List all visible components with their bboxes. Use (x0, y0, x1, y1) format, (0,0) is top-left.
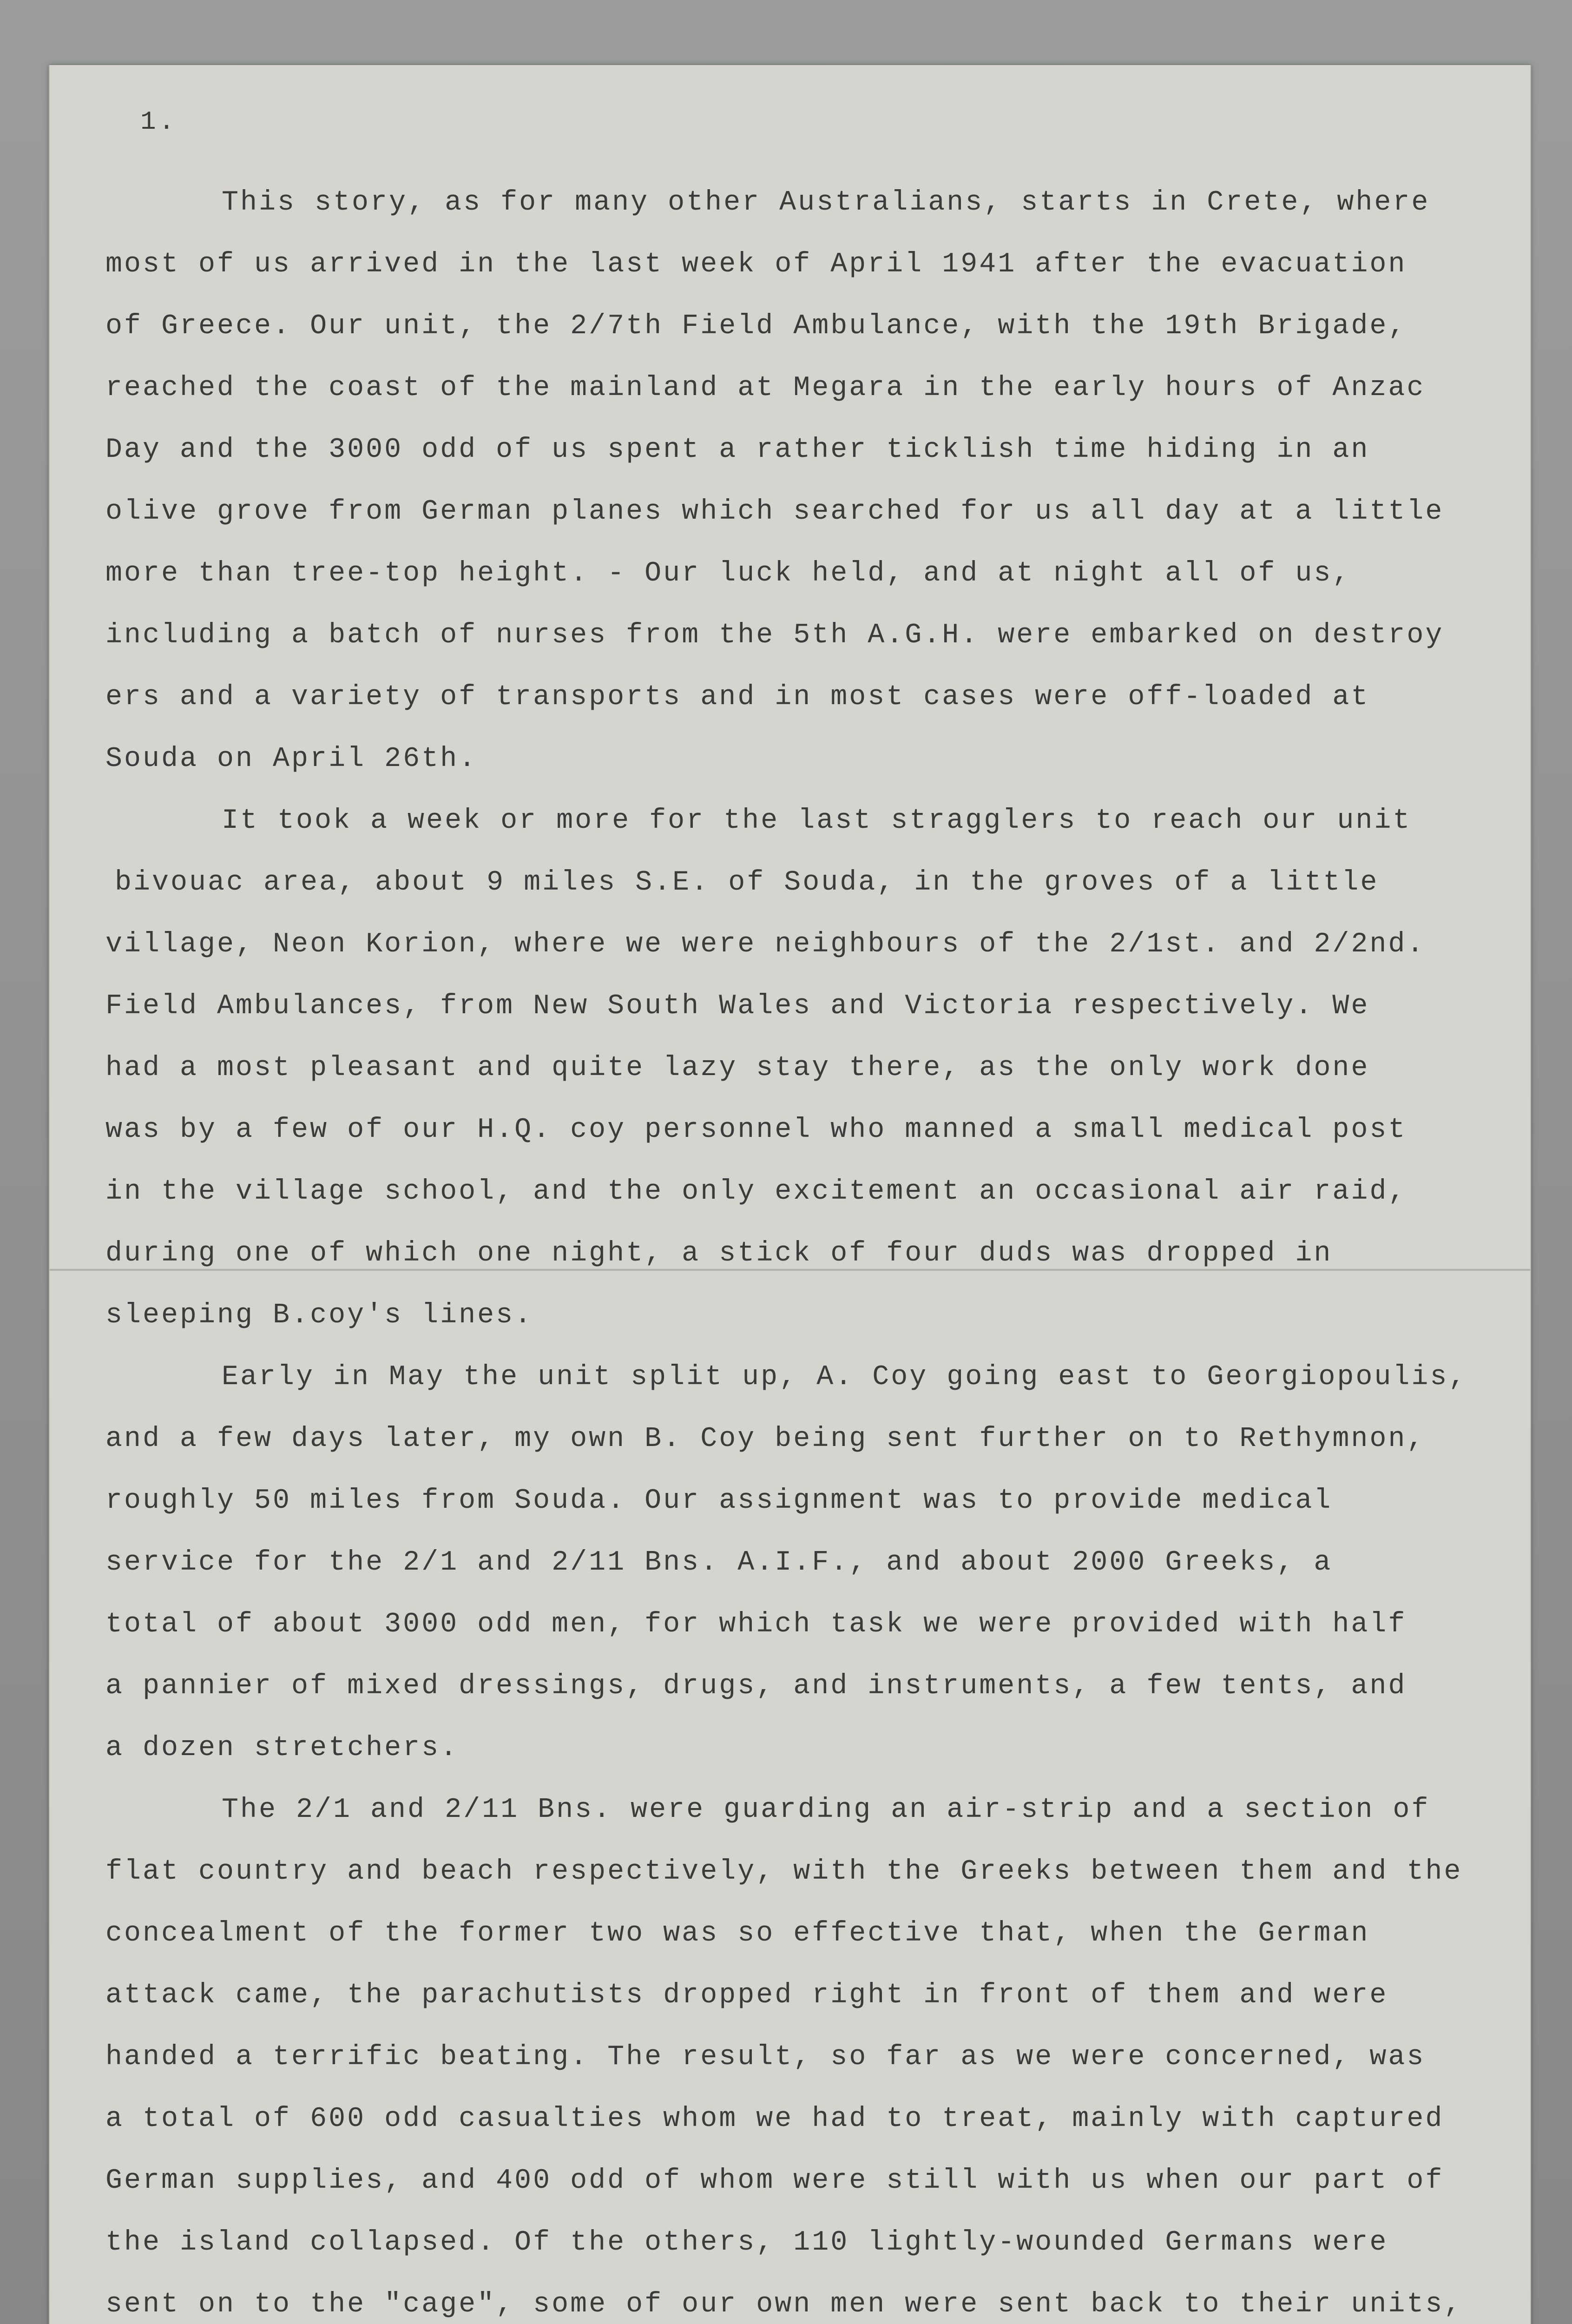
text-line: a pannier of mixed dressings, drugs, and instruments, a few tents, and (105, 1670, 1407, 1702)
text-line: Field Ambulances, from New South Wales and Victoria respectively. We (105, 990, 1370, 1022)
text-line: most of us arrived in the last week of April 1941 after the evacuation (105, 249, 1407, 280)
text-line: reached the coast of the mainland at Megara in the early hours of Anzac (105, 372, 1426, 404)
text-line: The 2/1 and 2/11 Bns. were guarding an air-strip and a section of (222, 1794, 1430, 1826)
typed-page (49, 65, 1531, 2324)
text-line: Souda on April 26th. (105, 743, 478, 775)
text-line: It took a week or more for the last stragglers to reach our unit (222, 805, 1412, 837)
text-line: olive grove from German planes which searched for us all day at a little (105, 496, 1444, 528)
text-line: flat country and beach respectively, with the Greeks between them and the (105, 1856, 1463, 1888)
text-line: total of about 3000 odd men, for which task we were provided with half (105, 1609, 1407, 1640)
text-line: service for the 2/1 and 2/11 Bns. A.I.F., and about 2000 Greeks, a (105, 1547, 1333, 1578)
paragraph-3 (105, 1347, 1490, 1779)
text-line: more than tree-top height. - Our luck held, and at night all of us, (105, 558, 1351, 589)
text-line: German supplies, and 400 odd of whom were still with us when our part of (105, 2165, 1444, 2197)
text-line: handed a terrific beating. The result, so far as we were concerned, was (105, 2041, 1426, 2073)
text-line: bivouac area, about 9 miles S.E. of Souda, in the groves of a little (115, 867, 1379, 898)
text-line: of Greece. Our unit, the 2/7th Field Ambulance, with the 19th Brigade, (105, 310, 1407, 342)
text-line: and a few days later, my own B. Coy being sent further on to Rethymnon, (105, 1423, 1426, 1455)
text-line: village, Neon Korion, where we were neighbours of the 2/1st. and 2/2nd. (105, 929, 1426, 960)
paragraph-1 (105, 172, 1490, 790)
page-number: 1. (140, 107, 178, 137)
text-line: a dozen stretchers. (105, 1732, 459, 1764)
text-line: This story, as for many other Australians, starts in Crete, where (222, 187, 1430, 218)
text-line: including a batch of nurses from the 5th A.G.H. were embarked on destroy (105, 620, 1444, 651)
text-line: in the village school, and the only excitement an occasional air raid, (105, 1176, 1407, 1208)
text-line: Day and the 3000 odd of us spent a rather ticklish time hiding in an (105, 434, 1370, 466)
text-line: concealment of the former two was so effective that, when the German (105, 1918, 1370, 1949)
text-line: the island collapsed. Of the others, 110 lightly-wounded Germans were (105, 2227, 1388, 2258)
paragraph-4 (105, 1779, 1490, 2324)
text-line: during one of which one night, a stick of four duds was dropped in (105, 1238, 1333, 1269)
text-line: was by a few of our H.Q. coy personnel who manned a small medical post (105, 1114, 1407, 1146)
paragraph-2 (105, 790, 1490, 1347)
body-text (105, 172, 1490, 2324)
text-line: roughly 50 miles from Souda. Our assignment was to provide medical (105, 1485, 1333, 1517)
text-line: had a most pleasant and quite lazy stay there, as the only work done (105, 1052, 1370, 1084)
text-line: Early in May the unit split up, A. Coy going east to Georgiopoulis, (222, 1361, 1467, 1393)
text-line: sleeping B.coy's lines. (105, 1300, 533, 1331)
text-line: ers and a variety of transports and in most cases were off-loaded at (105, 681, 1370, 713)
text-line: a total of 600 odd casualties whom we had to treat, mainly with captured (105, 2103, 1444, 2135)
text-line: sent on to the "cage", some of our own men were sent back to their units, (105, 2289, 1463, 2320)
text-line: attack came, the parachutists dropped right in front of them and were (105, 1980, 1388, 2011)
